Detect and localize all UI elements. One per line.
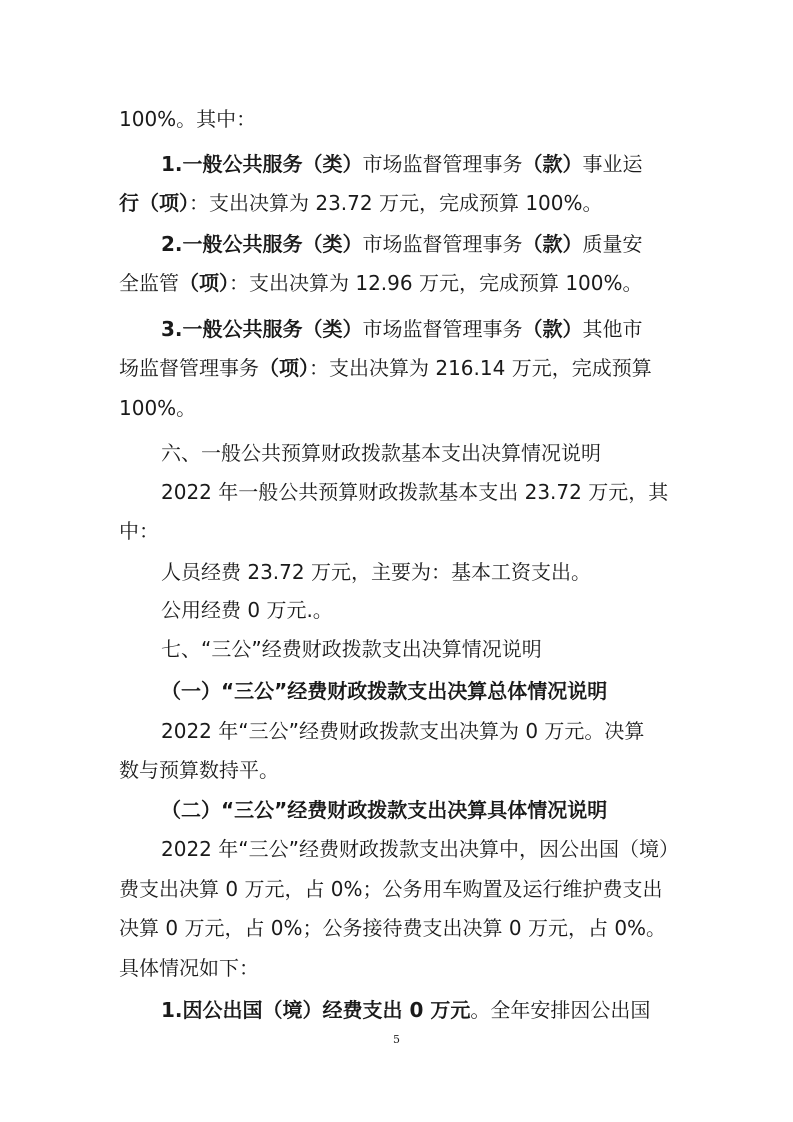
text-run: 市场监督管理事务: [362, 317, 523, 341]
bold-run: 3.一般公共服务（类）: [161, 317, 363, 341]
section-heading-6: [161, 438, 721, 468]
bold-run: 1.因公出国（境）经费支出 0 万元: [161, 998, 471, 1022]
item-1-body-line: [119, 188, 679, 218]
item-3-body-line: [119, 353, 679, 383]
subsection-heading-1: [161, 676, 721, 706]
bold-run: （款）: [522, 232, 583, 256]
paragraph-line: [119, 104, 679, 134]
paragraph-line: [161, 557, 679, 587]
bold-run: 行（项）: [119, 191, 189, 215]
paragraph-line: [161, 834, 679, 864]
bold-run: （项）: [259, 356, 309, 380]
bold-run: （款）: [522, 152, 583, 176]
text-run: 事业运: [582, 152, 643, 176]
text-run: 公用经费 0 万元.。: [161, 598, 333, 622]
bold-run: （项）: [179, 271, 229, 295]
item-1-title-line: [161, 149, 679, 179]
text-run: 100%。: [119, 396, 197, 420]
paragraph-line: [119, 953, 679, 983]
text-run: 市场监督管理事务: [362, 232, 523, 256]
text-run: ：支出决算为 216.14 万元，完成预算: [309, 356, 652, 380]
paragraph-line: [161, 716, 679, 746]
text-run: 质量安: [582, 232, 643, 256]
heading-text: 六、一般公共预算财政拨款基本支出决算情况说明: [161, 441, 601, 465]
text-run: 决算 0 万元，占 0%；公务接待费支出决算 0 万元，占 0%。: [119, 916, 667, 940]
paragraph-line: [161, 595, 679, 625]
text-run: 市场监督管理事务: [362, 152, 523, 176]
text-run: 中：: [119, 519, 159, 543]
text-run: 费支出决算 0 万元，占 0%；公务用车购置及运行维护费支出: [119, 877, 663, 901]
bold-run: 2.一般公共服务（类）: [161, 232, 363, 256]
item-3-title-line: [161, 314, 679, 344]
text-run: 具体情况如下：: [119, 956, 259, 980]
heading-text: 七、“三公”经费财政拨款支出决算情况说明: [161, 637, 542, 661]
text-run: 人员经费 23.72 万元，主要为：基本工资支出。: [161, 560, 591, 584]
item-1-travel-line: [161, 995, 679, 1025]
text-run: 2022 年一般公共预算财政拨款基本支出 23.72 万元，其: [161, 480, 669, 504]
text-run: 其他市: [582, 317, 643, 341]
text-run: ：支出决算为 12.96 万元，完成预算 100%。: [229, 271, 643, 295]
bold-run: （款）: [522, 317, 583, 341]
text-run: 全监管: [119, 271, 179, 295]
paragraph-line: [119, 393, 679, 423]
page-number: 5: [393, 1033, 400, 1046]
text-run: 。全年安排因公出国: [470, 998, 651, 1022]
text-run: ：支出决算为 23.72 万元，完成预算 100%。: [189, 191, 603, 215]
text-run: 场监督管理事务: [119, 356, 259, 380]
subsection-heading-2: [161, 795, 721, 825]
paragraph-line: [119, 913, 679, 943]
paragraph-line: [119, 874, 679, 904]
heading-text: （一）“三公”经费财政拨款支出决算总体情况说明: [161, 679, 608, 703]
heading-text: （二）“三公”经费财政拨款支出决算具体情况说明: [161, 798, 608, 822]
text-run: 数与预算数持平。: [119, 758, 279, 782]
text-run: 2022 年“三公”经费财政拨款支出决算为 0 万元。决算: [161, 719, 645, 743]
paragraph-line: [161, 477, 679, 507]
item-2-body-line: [119, 268, 679, 298]
text-run: 100%。其中：: [119, 107, 257, 131]
paragraph-line: [119, 755, 679, 785]
item-2-title-line: [161, 229, 679, 259]
text-run: 2022 年“三公”经费财政拨款支出决算中，因公出国（境）: [161, 837, 679, 861]
paragraph-line: [119, 516, 679, 546]
bold-run: 1.一般公共服务（类）: [161, 152, 363, 176]
section-heading-7: [161, 634, 721, 664]
